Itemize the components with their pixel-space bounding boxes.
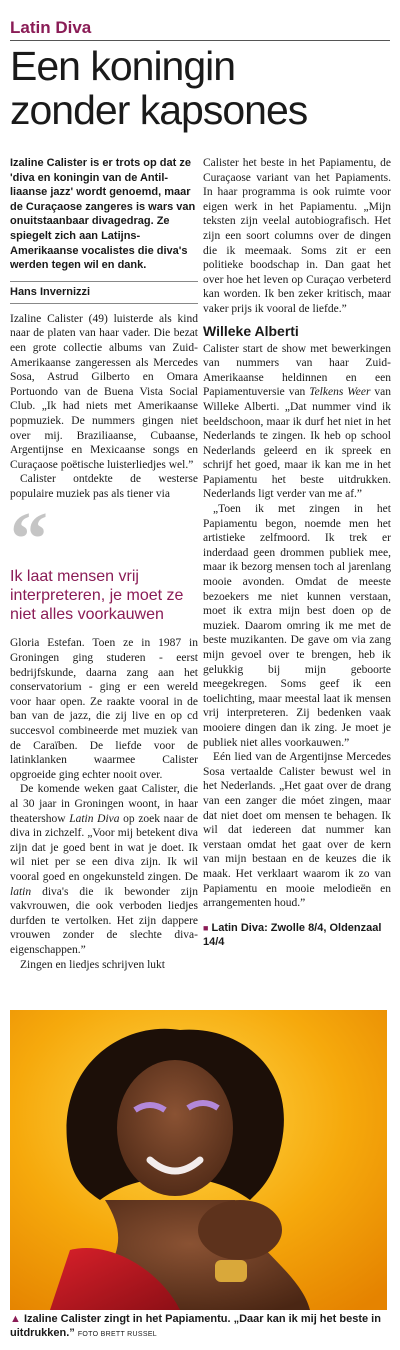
caption-text: Izaline Calister zingt in het Papiamentu. „Daar kan ik mij het beste in uitdrukken.” [10,1313,381,1339]
quote-mark-icon: “ [10,497,48,582]
body-paragraph: „Toen ik met zingen in het Papiamentu begon, noemde men het artistieke zelfmoord. Ik trek er inderdaad geen drommen publiek mee, maar ik bezorg mensen toch al jarenlang mooie avonden. Omdat de meeste bezoekers me niet kunnen verstaan, moet ik extra mijn best doen op de muziek. Daarom omring ik me met de beste muzikanten. De gave om via zang mijn gevoel over te brengen, heb ik gelukkig bij mijn geboorte meegekregen. Soms geef ik een toelichting, maar meestal laat ik mensen vrij interpreteren. Zij bedenken vaak mooiere dingen dan ik zing. Je moet je publiek niet alles voorkauwen.” [203,503,391,749]
text-run: diva's die ik bewonder zijn vakvrouwen, die ook verboden liedjes durfden te vertolken. Het zijn dappere vrouwen zonder de slechte diva-eigenschappen.” [10,885,198,956]
body-left-1 [10,312,198,502]
byline-rule-bottom [10,303,198,304]
body-paragraph: Gloria Estefan. Toen ze in 1987 in Groningen ging studeren - eerst bedrijfskunde, daarna zang aan het conservatorium - ging er een wereld voor haar open. Ze raakte vooral in de ban van de jazz, die zij live en op cd succesvol combineerde met muziek van de Caraïben. De liefde voor de latinklanken waarmee Calister opgroeide ging echter nooit over. [10,637,198,781]
info-box [203,921,391,949]
body-left-2 [10,636,198,972]
subheading: Willeke Alberti [203,322,299,339]
lead-paragraph: Izaline Calister is er trots op dat ze 'diva en koningin van de Antil-liaanse jazz' wordt genoemd, maar de Curaçaose zangeres is wars van onuitstaanbaar divagedrag. Ze spiegelt zich aan Latijns-Amerikaanse vocalistes die diva's werden tegen wil en dank. [10,157,196,272]
photo-credit: FOTO BRETT RUSSEL [77,1331,157,1338]
column-right [203,156,391,949]
column-left [10,156,198,972]
headline [10,44,395,132]
kicker-rule [10,40,390,41]
photo [10,1010,387,1310]
section-kicker: Latin Diva [10,18,92,37]
body-right-2 [203,342,391,911]
headline-line-2: zonder kapsones [10,87,308,133]
body-paragraph: Izaline Calister (49) luisterde als kind naar de platen van haar vader. Die bezat een grote collectie albums van Zuid-Amerikaanse zangeressen als Mercedes Sosa, Astrud Gilberto en Omara Portuondo van de Buena Vista Social Club. „Ik had niets met Amerikaanse popmuziek. De nummers gingen niet over mij. Braziliaanse, Cubaanse, Argentijnse en Mexicaanse songs en Curaçaose poëtische luisterliedjes wel.” [10,312,198,471]
photo-illustration [10,1010,387,1310]
bracelet-shape [215,1260,247,1282]
body-right-1 [203,156,391,317]
headline-line-1: Een koningin [10,43,236,89]
pull-quote-text: Ik laat mensen vrij interpreteren, je moet ze niet alles voorkauwen [10,568,184,624]
text-run: Calister start de show met bewerkingen van nummers van haar Zuid-Amerikaanse heldinnen en een Papiamentuversie van [203,342,391,399]
body-paragraph: Zingen en liedjes schrijven lukt [20,958,165,971]
info-text: Latin Diva: Zwolle 8/4, Oldenzaal 14/4 [203,921,382,948]
body-paragraph-diva [10,782,198,957]
bullet-icon: ■ [203,922,209,933]
caption-marker-icon: ▲ [10,1313,21,1325]
emphasis: latin [10,885,32,898]
face-shape [117,1060,233,1196]
byline: Hans Invernizzi [10,285,91,298]
pull-quote [10,497,198,624]
body-paragraph: Calister ontdekte de westerse populaire muziek pas als tiener via [10,473,198,500]
body-paragraph: Calister het beste in het Papiamentu, de Curaçaose variant van het Papiaments. In haar programma is ook ruimte voor eigen werk in het Papiamentu. „Mijn teksten zijn veelal autobiografisch. Het zijn een soort columns over de dingen die ik meemaak. Soms zit er een politieke boodschap in. Dan gaat het over hoe het leven op Curaçao verbeterd kan worden. Ik ben zeker kritisch, maar vaker prijs ik vooral de liefde.” [203,157,391,315]
song-title: Telkens Weer [309,386,371,399]
text-run: De komende weken gaat Calister, die al 30 jaar in Groningen woont, in haar theatershow [10,783,198,825]
show-title: Latin Diva [69,812,120,825]
text-run: op zoek naar de diva in zichzelf. „Voor mij betekent diva zijn dat je goed bent in wat je doet. Ik wil niet per se een diva zijn. Ik wil vooral goed en ongekunsteld zingen. De [10,812,198,883]
body-paragraph-alberti [203,342,391,503]
photo-caption [10,1312,390,1342]
text-run: van Willeke Alberti. „Dat nummer vind ik beeldschoon, maar ik durf het niet in het Nederlands te zingen. Ik heb op school Nederlands geleerd en ik spreek en schrijf het goed, maar ik kan me in het Papiamentu het beste uitdrukken. Nederlands ligt verder van me af.” [203,386,391,501]
body-paragraph: Eén lied van de Argentijnse Mercedes Sosa vertaalde Calister bewust wel in het Nederlands. „Het gaat over de drang van een zanger die móet zingen, maar dat niet doet om mensen te behagen. Ik wil dat iedereen dat nummer kan verstaan omdat het gaat over de kern van mijn bestaan en de keuzes die ik maak. Het verklaart waarom ik zo van Papiamentu en mooie melodieën en arrangementen houd.” [203,751,391,910]
hands-shape [198,1200,282,1260]
